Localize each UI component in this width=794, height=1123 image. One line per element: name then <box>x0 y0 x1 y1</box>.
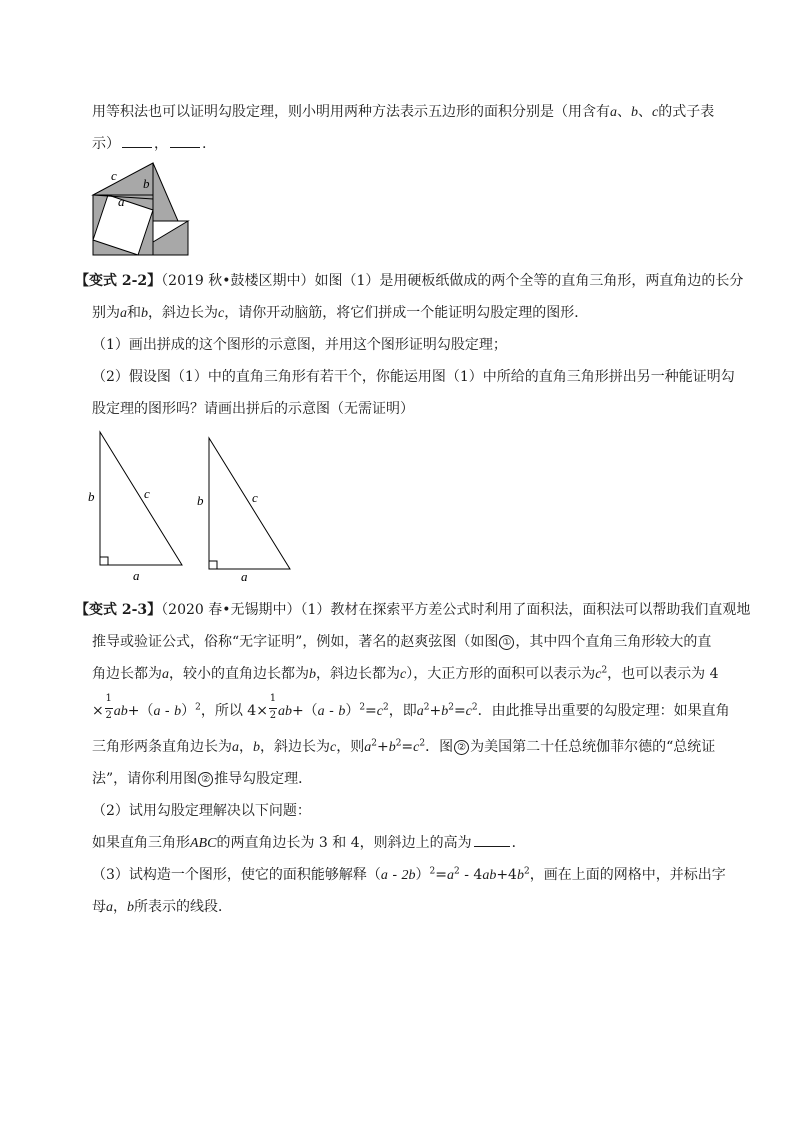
v23-question-3: （3）试构造一个图形，使它的面积能够解释$(a - 2b)^2=a^2 - 4ab+4b^2$，画在上面的网格中，并标出字 <box>92 866 726 883</box>
v22-question-1: （1）画出拼成的这个图形的示意图，并用这个图形证明勾股定理； <box>92 337 507 353</box>
label-c: c <box>111 168 117 183</box>
v23-question-2: （2）试用勾股定理解决以下问题： <box>92 803 311 819</box>
tri2-label-b: b <box>197 493 204 508</box>
v23-question-3b: 母a，b所表示的线段． <box>92 899 232 915</box>
v23-line-5: 三角形两条直角边长为a，b，斜边长为c，则$a^2+b^2=c^2$．图 ② 为美国第二十任总统伽菲尔德的“总统证 <box>92 738 716 755</box>
v23-line-1: 【变式 2-3】（2020 春•无锡期中）（1）教材在探索平方差公式时利用了面积法，面积法可以帮助我们直观地 <box>75 602 751 618</box>
v23-line-4: × $\frac{1}{2}$ ab+（a - b）$^2$，所以 4× $\frac{1}{2}$ $ab+(a - b)^2=c^2$，即$a^2+b^2=c^2$．由此推导出重要的勾股定理：如果直角 <box>92 693 730 721</box>
v22-question-2a: （2）假设图（1）中的直角三角形有若干个，你能运用图（1）中所给的直角三角形拼出另一种能证明勾 <box>92 369 735 385</box>
fraction-half: $\frac{1}{2}$ <box>105 693 112 721</box>
height-answer-blank[interactable] <box>474 834 510 847</box>
v22-line-2: 别为a和b，斜边长为c，请你开动脑筋，将它们拼成一个能证明勾股定理的图形． <box>92 305 589 321</box>
triangle-2 <box>209 438 290 569</box>
answer-blank-1[interactable] <box>122 135 152 148</box>
v23-line-2: 推导或验证公式，俗称“无字证明”，例如，著名的赵爽弦图（如图 ① ，其中四个直角三角形较大的直 <box>92 634 712 650</box>
v23-line-3: 角边长都为a，较小的直角边长都为b，斜边长都为c），大正方形的面积可以表示为$c^2$，也可以表示为 4 <box>92 665 719 682</box>
tri1-label-b: b <box>88 489 95 504</box>
fraction-half-2: $\frac{1}{2}$ <box>269 693 277 721</box>
tri2-label-a: a <box>241 569 248 584</box>
intro-line-2: 示） ， . <box>92 136 207 152</box>
triangle-right <box>153 163 178 221</box>
intro-line-1: 用等积法也可以证明勾股定理，则小明用两种方法表示五边形的面积分别是（用含有a、b、c的式子表 <box>92 104 715 120</box>
right-triangles-figure <box>85 428 325 588</box>
tri2-label-c: c <box>252 490 258 505</box>
v22-question-2b: 股定理的图形吗？请画出拼后的示意图（无需证明） <box>92 401 414 417</box>
pentagon-figure <box>88 162 198 262</box>
v23-line-6: 法”，请你利用图 ② 推导勾股定理． <box>92 771 313 787</box>
label-a: a <box>118 194 125 209</box>
label-b: b <box>143 176 150 191</box>
v23-question-2-detail: 如果直角三角形ABC的两直角边长为 3 和 4，则斜边上的高为 ． <box>92 835 526 851</box>
figure-1-marker: ① <box>499 635 514 650</box>
triangle-1 <box>100 432 182 565</box>
figure-2-marker: ② <box>454 740 469 755</box>
tri1-label-c: c <box>144 486 150 501</box>
tri1-label-a: a <box>133 568 140 583</box>
answer-blank-2[interactable] <box>170 135 200 148</box>
v22-line-1: 【变式 2-2】（2019 秋•鼓楼区期中）如图（1）是用硬板纸做成的两个全等的直角三角形，两直角边的长分 <box>75 273 744 289</box>
